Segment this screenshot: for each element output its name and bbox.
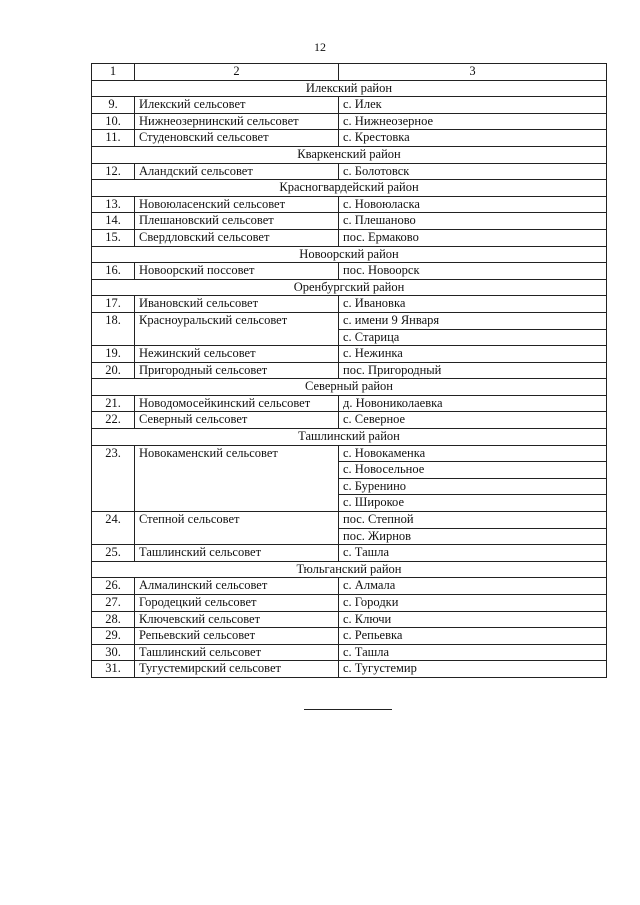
settlement-name: с. Широкое xyxy=(339,495,607,512)
region-row xyxy=(92,180,607,197)
table-row xyxy=(92,346,607,363)
row-number: 25. xyxy=(92,545,135,562)
row-number: 17. xyxy=(92,296,135,313)
settlement-name: с. имени 9 Января xyxy=(339,312,607,329)
table-row xyxy=(92,644,607,661)
settlement-name: с. Нижнеозерное xyxy=(339,113,607,130)
table-row xyxy=(92,213,607,230)
settlement-name: с. Буренино xyxy=(339,478,607,495)
region-title: Оренбургский район xyxy=(92,279,607,296)
row-number: 29. xyxy=(92,628,135,645)
end-divider xyxy=(304,709,392,710)
header-cell-2: 2 xyxy=(135,64,339,81)
header-cell-1: 1 xyxy=(92,64,135,81)
region-title: Новоорский район xyxy=(92,246,607,263)
table-row xyxy=(92,628,607,645)
header-cell-3: 3 xyxy=(339,64,607,81)
table-row xyxy=(92,595,607,612)
settlement-name: с. Болотовск xyxy=(339,163,607,180)
table-row xyxy=(92,445,607,462)
row-number: 22. xyxy=(92,412,135,429)
table-row xyxy=(92,163,607,180)
settlement-name: с. Тугустемир xyxy=(339,661,607,678)
table-row xyxy=(92,611,607,628)
settlement-name: пос. Пригородный xyxy=(339,362,607,379)
row-number: 13. xyxy=(92,196,135,213)
council-name: Ташлинский сельсовет xyxy=(135,644,339,661)
council-name: Тугустемирский сельсовет xyxy=(135,661,339,678)
row-number: 15. xyxy=(92,229,135,246)
council-name: Ключевский сельсовет xyxy=(135,611,339,628)
settlement-name: с. Нежинка xyxy=(339,346,607,363)
row-number: 23. xyxy=(92,445,135,511)
settlement-name: с. Новосельное xyxy=(339,462,607,479)
council-name: Новоорский поссовет xyxy=(135,263,339,280)
settlement-name: с. Новоюласка xyxy=(339,196,607,213)
row-number: 20. xyxy=(92,362,135,379)
council-name: Ивановский сельсовет xyxy=(135,296,339,313)
region-row xyxy=(92,429,607,446)
table-row xyxy=(92,130,607,147)
settlement-name: пос. Жирнов xyxy=(339,528,607,545)
settlement-name: д. Новониколаевка xyxy=(339,395,607,412)
table-row xyxy=(92,196,607,213)
settlement-name: с. Репьевка xyxy=(339,628,607,645)
row-number: 26. xyxy=(92,578,135,595)
table-row xyxy=(92,661,607,678)
table-row xyxy=(92,578,607,595)
council-name: Плешановский сельсовет xyxy=(135,213,339,230)
settlement-name: с. Северное xyxy=(339,412,607,429)
settlement-name: с. Старица xyxy=(339,329,607,346)
council-name: Красноуральский сельсовет xyxy=(135,312,339,345)
row-number: 12. xyxy=(92,163,135,180)
settlement-name: с. Крестовка xyxy=(339,130,607,147)
council-name: Новодомосейкинский сельсовет xyxy=(135,395,339,412)
settlement-name: с. Ключи xyxy=(339,611,607,628)
settlement-name: с. Городки xyxy=(339,595,607,612)
row-number: 18. xyxy=(92,312,135,345)
settlement-name: с. Ивановка xyxy=(339,296,607,313)
region-title: Северный район xyxy=(92,379,607,396)
region-title: Красногвардейский район xyxy=(92,180,607,197)
council-name: Городецкий сельсовет xyxy=(135,595,339,612)
council-name: Пригородный сельсовет xyxy=(135,362,339,379)
region-row xyxy=(92,146,607,163)
table-row xyxy=(92,229,607,246)
table-row xyxy=(92,395,607,412)
settlement-name: с. Ташла xyxy=(339,545,607,562)
row-number: 10. xyxy=(92,113,135,130)
table-row xyxy=(92,263,607,280)
row-number: 19. xyxy=(92,346,135,363)
settlement-name: с. Новокаменка xyxy=(339,445,607,462)
table-row xyxy=(92,312,607,329)
council-name: Нижнеозернинский сельсовет xyxy=(135,113,339,130)
row-number: 16. xyxy=(92,263,135,280)
row-number: 9. xyxy=(92,97,135,114)
settlements-table xyxy=(91,63,607,678)
table-row xyxy=(92,362,607,379)
table-row xyxy=(92,545,607,562)
region-title: Ташлинский район xyxy=(92,429,607,446)
council-name: Свердловский сельсовет xyxy=(135,229,339,246)
settlement-name: с. Илек xyxy=(339,97,607,114)
region-row xyxy=(92,279,607,296)
region-row xyxy=(92,246,607,263)
table-row xyxy=(92,412,607,429)
table-row xyxy=(92,97,607,114)
council-name: Аландский сельсовет xyxy=(135,163,339,180)
region-title: Кваркенский район xyxy=(92,146,607,163)
page-number: 12 xyxy=(314,40,326,54)
region-title: Илекский район xyxy=(92,80,607,97)
row-number: 11. xyxy=(92,130,135,147)
council-name: Новоюласенский сельсовет xyxy=(135,196,339,213)
council-name: Алмалинский сельсовет xyxy=(135,578,339,595)
council-name: Студеновский сельсовет xyxy=(135,130,339,147)
region-row xyxy=(92,80,607,97)
row-number: 24. xyxy=(92,512,135,545)
table-row xyxy=(92,113,607,130)
region-title: Тюльганский район xyxy=(92,561,607,578)
council-name: Северный сельсовет xyxy=(135,412,339,429)
row-number: 27. xyxy=(92,595,135,612)
council-name: Степной сельсовет xyxy=(135,512,339,545)
table-row xyxy=(92,512,607,529)
row-number: 21. xyxy=(92,395,135,412)
table-row xyxy=(92,296,607,313)
settlement-name: пос. Новоорск xyxy=(339,263,607,280)
row-number: 31. xyxy=(92,661,135,678)
council-name: Илекский сельсовет xyxy=(135,97,339,114)
row-number: 14. xyxy=(92,213,135,230)
council-name: Ташлинский сельсовет xyxy=(135,545,339,562)
settlement-name: с. Алмала xyxy=(339,578,607,595)
region-row xyxy=(92,561,607,578)
table-header-row xyxy=(92,64,607,81)
council-name: Новокаменский сельсовет xyxy=(135,445,339,511)
council-name: Репьевский сельсовет xyxy=(135,628,339,645)
settlement-name: пос. Степной xyxy=(339,512,607,529)
region-row xyxy=(92,379,607,396)
table-body xyxy=(92,64,607,678)
settlement-name: с. Ташла xyxy=(339,644,607,661)
row-number: 28. xyxy=(92,611,135,628)
settlement-name: пос. Ермаково xyxy=(339,229,607,246)
council-name: Нежинский сельсовет xyxy=(135,346,339,363)
row-number: 30. xyxy=(92,644,135,661)
settlement-name: с. Плешаново xyxy=(339,213,607,230)
